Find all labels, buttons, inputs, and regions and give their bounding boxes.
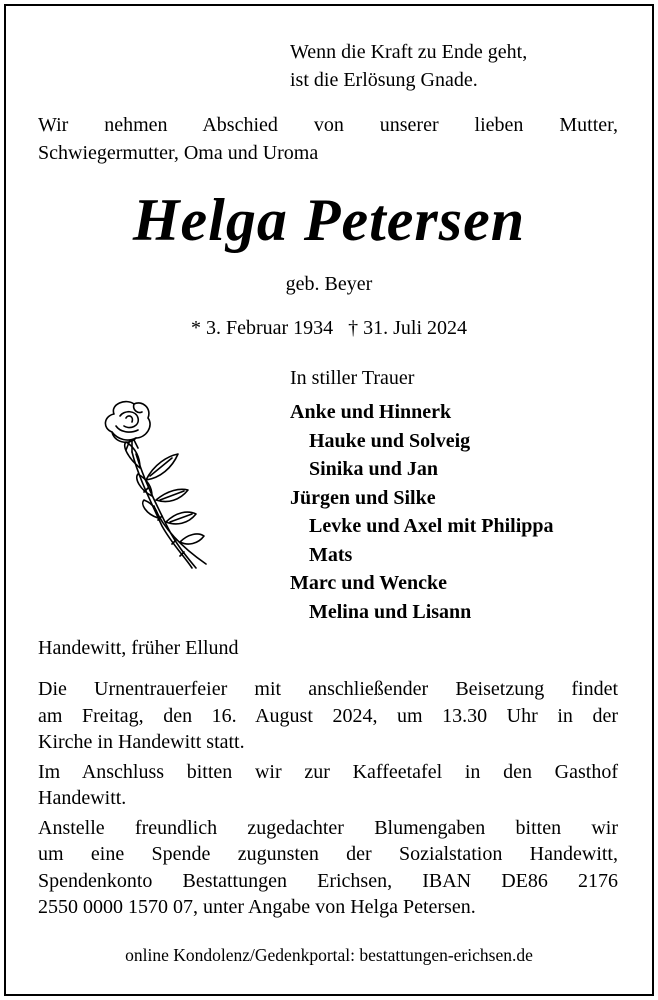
family-member: Jürgen und Silke <box>290 486 436 509</box>
donation-line: um eine Spende zugunsten der Sozialstation Handewitt, <box>38 843 618 865</box>
reception-line: Im Anschluss bitten wir zur Kaffeetafel in den Gasthof <box>38 760 618 783</box>
life-dates: * 3. Februar 1934 † 31. Juli 2024 <box>190 317 468 339</box>
intro-line: Wir nehmen Abschied von unserer lieben Mutter, <box>38 114 618 136</box>
rose-icon <box>92 396 222 572</box>
intro-line: Schwiegermutter, Oma und Uroma <box>38 142 319 164</box>
donation-line: Spendenkonto Bestattungen Erichsen, IBAN DE86 2176 <box>38 869 618 892</box>
family-list <box>290 398 554 626</box>
poem-line: ist die Erlösung Gnade. <box>290 69 478 91</box>
location: Handewitt, früher Ellund <box>38 637 239 659</box>
intro-text <box>38 111 618 167</box>
poem-line: Wenn die Kraft zu Ende geht, <box>290 41 528 63</box>
announcement-body <box>38 676 618 924</box>
reception-line: Handewitt. <box>38 787 127 809</box>
born-name: geb. Beyer <box>285 273 373 295</box>
deceased-name: Helga Petersen <box>132 187 526 253</box>
family-member: Melina und Lisann <box>309 600 472 623</box>
family-member: Anke und Hinnerk <box>290 401 452 423</box>
family-member: Sinika und Jan <box>309 458 438 480</box>
donation-paragraph <box>38 815 618 921</box>
family-member: Marc und Wencke <box>290 572 448 594</box>
family-member: Hauke und Solveig <box>309 429 471 452</box>
family-member: Mats <box>309 543 353 566</box>
mourning-text: In stiller Trauer <box>290 367 415 389</box>
ceremony-line: am Freitag, den 16. August 2024, um 13.30 Uhr in der <box>38 704 618 727</box>
poem <box>290 38 527 94</box>
donation-line: Anstelle freundlich zugedachter Blumengaben bitten wir <box>38 816 618 839</box>
condolence-footer: online Kondolenz/Gedenkportal: bestattungen-erichsen.de <box>125 945 533 965</box>
reception-paragraph <box>38 759 618 812</box>
ceremony-paragraph <box>38 676 618 756</box>
donation-line: 2550 0000 1570 07, unter Angabe von Helga Petersen. <box>38 896 476 918</box>
ceremony-line: Kirche in Handewitt statt. <box>38 731 245 753</box>
ceremony-line: Die Urnentrauerfeier mit anschließender Beisetzung findet <box>38 678 618 700</box>
family-member: Levke und Axel mit Philippa <box>309 515 554 537</box>
